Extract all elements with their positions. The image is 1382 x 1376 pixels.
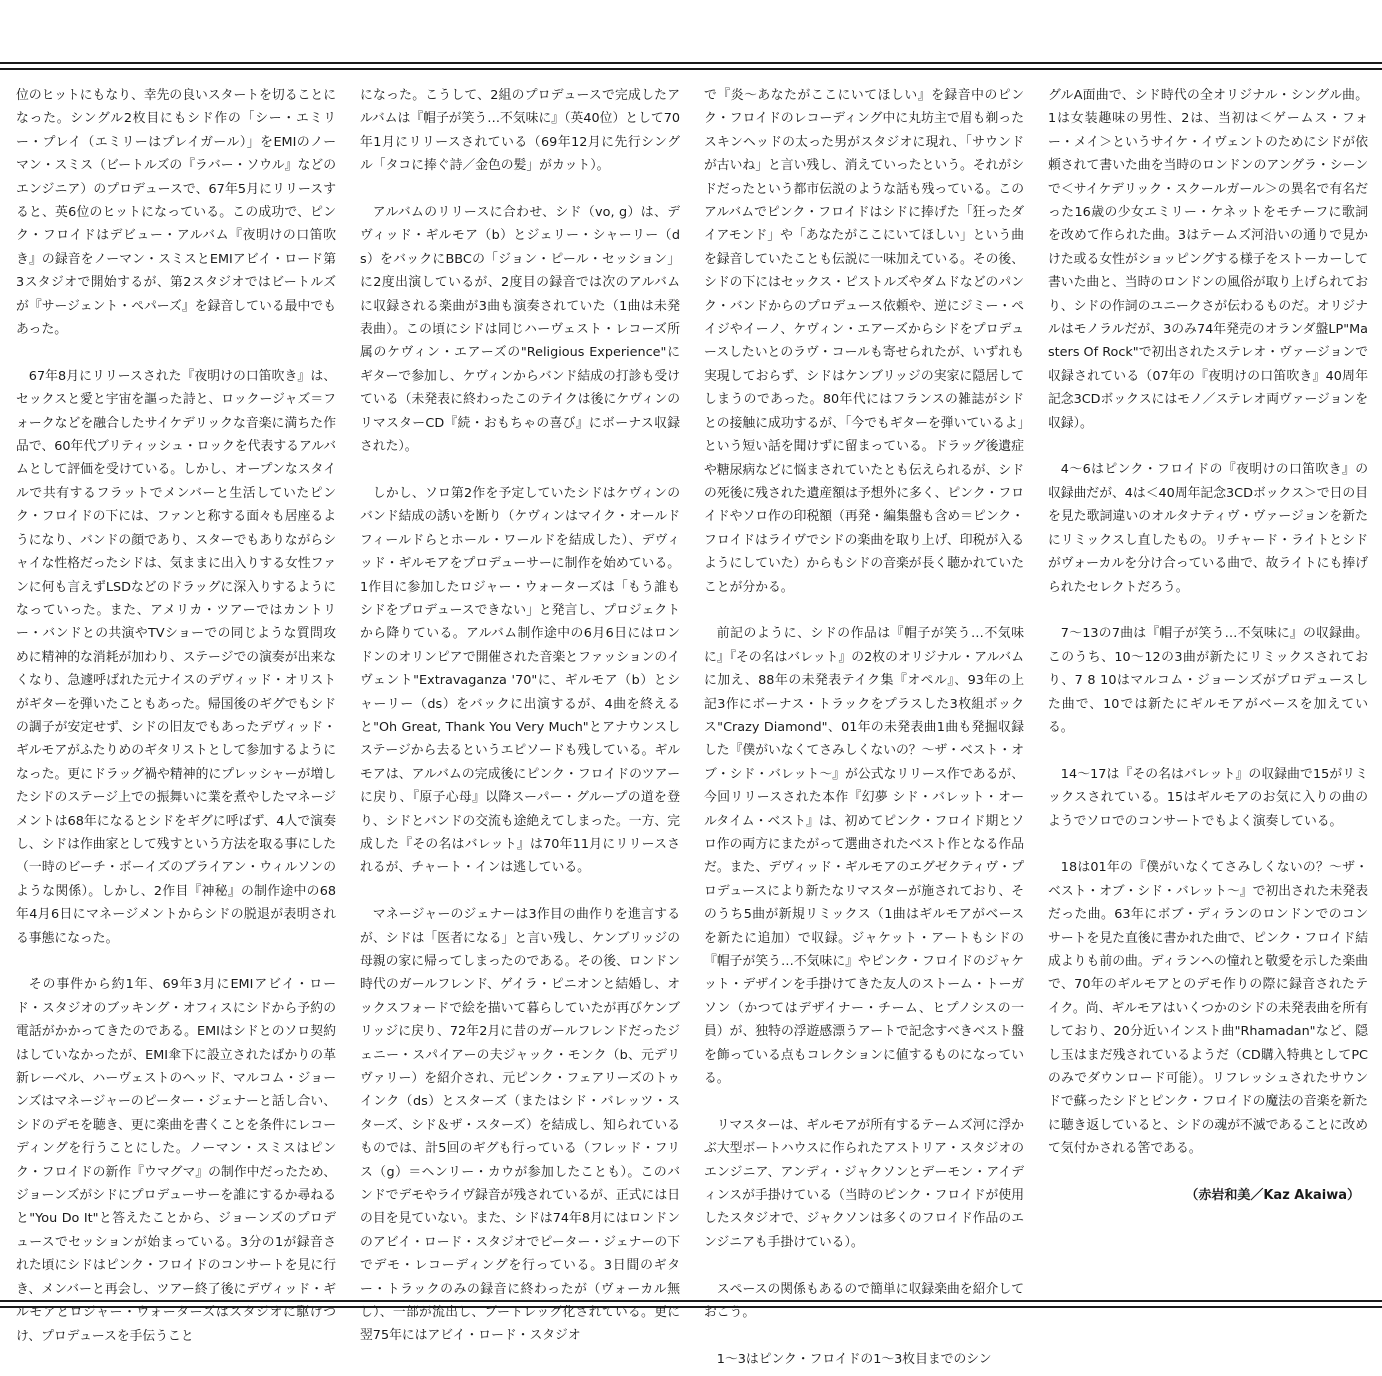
top-rule [0, 62, 1382, 64]
paragraph: 4～6はピンク・フロイドの『夜明けの口笛吹き』の収録曲だが、4は＜40周年記念3CDボックス＞で日の目を見た歌詞違いのオルタナティヴ・ヴァージョンを新たにリミックスし直したもの。リチャード・ライトとシドがヴォーカルを分け合っている曲で、故ライトにも捧げられたセレクトだろう。 [1048, 462, 1368, 595]
column-3 [704, 84, 1024, 1367]
paragraph: になった。こうして、2組のプロデュースで完成したアルバムは『帽子が笑う…不気味に』（英40位）として70年1月にリリースされている（69年12月に先行シングル「タコに捧ぐ詩／金色の髪」がカット）。 [360, 88, 680, 174]
paragraph: 7～13の7曲は『帽子が笑う…不気味に』の収録曲。このうち、10～12の3曲が新たにリミックスされており、7 8 10はマルコム・ジョーンズがプロデュースした曲で、10では新たにギルモアがベースを加えている。 [1048, 626, 1368, 735]
paragraph: で『炎～あなたがここにいてほしい』を録音中のピンク・フロイドのレコーディング中に丸坊主で眉も剃ったスキンヘッドの太った男がスタジオに現れ、「サウンドが古いね」と言い残し、消えていったという。それがシドだったという都市伝説のような話も残っている。このアルバムでピンク・フロイドはシドに捧げた「狂ったダイアモンド」や「あなたがここにいてほしい」という曲を録音していたことも伝説に一味加えている。その後、シドの下にはセックス・ピストルズやダムドなどのパンク・バンドからのプロデュース依頼や、逆にジミー・ペイジやイーノ、ケヴィン・エアーズからシドをプロデュースしたいとのラヴ・コールも寄せられたが、いずれも実現しておらず、シドはケンブリッジの実家に隠居してしまうのであった。80年代にはフランスの雑誌がシドとの接触に成功するが、「今でもギターを弾いているよ」という短い話を聞けずに留まっている。ドラッグ後遺症や糖尿病などに悩まされていたとも伝えられるが、シドの死後に残された遺産額は予想外に多く、ピンク・フロイドやソロ作の印税額（再発・編集盤も含め＝ピンク・フロイドはライヴでシドの楽曲を取り上げ、印税が入るようにしていた）からもシドの音楽が長く聴かれていたことが分かる。 [704, 88, 1024, 595]
top-rule-inner [0, 68, 1382, 70]
author-credit: （赤岩和美／Kaz Akaiwa） [1185, 1188, 1360, 1204]
paragraph: しかし、ソロ第2作を予定していたシドはケヴィンのバンド結成の誘いを断り（ケヴィンはマイク・オールドフィールドらとホール・ワールドを結成した）、デヴィッド・ギルモアをプロデューサーに制作を始めている。1作目に参加したロジャー・ウォーターズは「もう誰もシドをプロデュースできない」と発言し、プロジェクトから降りている。アルバム制作途中の6月6日にはロンドンのオリンピアで開催された音楽とファッションのイヴェント"Extravaganza '70"に、ギルモア（b）とシャーリー（ds）をバックに出演するが、4曲を終えると"Oh Great, Thank You Very Much"とアナウンスしステージから去るというエピソードも残している。ギルモアは、アルバムの完成後にピンク・フロイドのツアーに戻り、『原子心母』以降スーパー・グループの道を登り、シドとバンドの交流も途絶えてしまった。一方、完成した『その名はバレット』は70年11月にリリースされるが、チャート・インは逃している。 [360, 485, 680, 876]
column-2 [360, 84, 680, 1344]
paragraph: 67年8月にリリースされた『夜明けの口笛吹き』は、セックスと愛と宇宙を謳った詩と、ロックージャズ＝フォークなどを融合したサイケデリックな音楽に満ちた作品で、60年代ブリティッシュ・ロックを代表するアルバムとして評価を受けている。しかし、オープンなスタイルで共有するフラットでメンバーと生活していたピンク・フロイドの下には、ファンと称する面々も居座るようになり、バンドの顔であり、スターでもありながらシャイな性格だったシドは、気ままに出入りする女性ファンに何も言えずLSDなどのドラッグに深入りするようになっていった。また、アメリカ・ツアーではカントリー・バンドとの共演やTVショーでの同じような質問攻めに精神的な消耗が加わり、ステージでの演奏が出来なくなり、急遽呼ばれた元ナイスのデヴィッド・オリストがギターを弾いたこともあった。帰国後のギグでもシドの調子が安定せず、シドの旧友でもあったデヴィッド・ギルモアがふたりめのギタリストとして参加するようになった。更にドラッグ禍や精神的にプレッシャーが増したシドのステージ上での振舞いに業を煮やしたマネージメントは68年になるとシドをギグに呼ばず、4人で演奏し、シドは作曲家として残すという方法を取る事にした（一時のビーチ・ボーイズのブライアン・ウィルソンのような関係）。しかし、2作目『神秘』の制作途中の68年4月6日にマネージメントからシドの脱退が表明される事態になった。 [16, 368, 336, 946]
paragraph: リマスターは、ギルモアが所有するテームズ河に浮かぶ大型ボートハウスに作られたアストリア・スタジオのエンジニア、アンディ・ジャクソンとデーモン・アイディンスが手掛けている（当時のピンク・フロイドが使用したスタジオで、ジャクソンは多くのフロイド作品のエンジニアも手掛けている）。 [704, 1117, 1024, 1250]
column-1 [16, 84, 336, 1344]
paragraph: マネージャーのジェナーは3作目の曲作りを進言するが、シドは「医者になる」と言い残し、ケンブリッジの母親の家に帰ってしまったのである。その後、ロンドン時代のガールフレンド、ゲイラ・ピニオンと結婚し、オックスフォードで絵を描いて暮らしていたが再びケンブリッジに戻り、72年2月に昔のガールフレンドだったジェニー・スパイアーの夫ジャック・モンク（b、元デリヴァリー）を紹介され、元ピンク・フェアリーズのトゥインク（ds）とスターズ（またはシド・バレッツ・スターズ、シド＆ザ・スターズ）を結成し、知られているものでは、計5回のギグも行っている（フレッド・フリス（g）＝ヘンリー・カウが参加したことも）。このバンドでデモやライヴ録音が残されているが、正式には日の目を見ていない。また、シドは74年8月にはロンドンのアビイ・ロード・スタジオでピーター・ジェナーの下でデモ・レコーディングを行っている。3日間のギター・トラックのみの録音に終わったが（ヴォーカル無し）、一部が流出し、ブートレッグ化されている。更に翌75年にはアビイ・ロード・スタジオ [360, 907, 680, 1344]
paragraph: 18は01年の『僕がいなくてさみしくないの？～ザ・ベスト・オブ・シド・バレット～』で初出された未発表だった曲。63年にボブ・ディランのロンドンでのコンサートを見た直後に書かれた曲で、ピンク・フロイド結成よりも前の曲。ディランへの憧れと敬愛を示した楽曲で、70年のギルモアとのデモ作りの際に録音されたテイク。尚、ギルモアはいくつかのシドの未発表曲を所有しており、20分近いインスト曲"Rhamadan"など、隠し玉はまだ残されているようだ（CD購入特典としてPCのみでダウンロード可能）。リフレッシュされたサウンドで蘇ったシドとピンク・フロイドの魔法の音楽を新たに聴き返していると、シドの魂が不滅であることに改めて気付かされる筈である。 [1048, 860, 1368, 1157]
article-body [16, 84, 1368, 1367]
paragraph: 位のヒットにもなり、幸先の良いスタートを切ることになった。シングル2枚目にもシド作の「シー・エミリー・プレイ（エミリーはプレイガール）」をEMIのノーマン・スミス（ビートルズの『ラバー・ソウル』などのエンジニア）のプロデュースで、67年5月にリリースすると、英6位のヒットになっている。この成功で、ピンク・フロイドはデビュー・アルバム『夜明けの口笛吹き』の録音をノーマン・スミスとEMIアビイ・ロード第3スタジオで開始するが、第2スタジオではビートルズが『サージェント・ペパーズ』を録音している最中でもあった。 [16, 88, 336, 338]
paragraph: スペースの関係もあるので簡単に収録楽曲を紹介しておこう。 [704, 1281, 1024, 1321]
paragraph: グルA面曲で、シド時代の全オリジナル・シングル曲。1は女装趣味の男性、2は、当初は＜ゲームス・フォー・メイ＞というサイケ・イヴェントのためにシドが依頼されて書いた曲を当時のロンドンのアングラ・シーンで＜サイケデリック・スクールガール＞の異名で有名だった16歳の少女エミリー・ケネットをモチーフに歌詞を改めて作られた曲。3はテームズ河沿いの通りで見かけた或る女性がショッピングする様子をストーカーして書いた曲と、当時のロンドンの風俗が取り上げられており、シドの作詞のユニークさが伝わるものだ。オリジナルはモノラルだが、3のみ74年発売のオランダ盤LP"Masters Of Rock"で初出されたステレオ・ヴァージョンで収録されている（07年の『夜明けの口笛吹き』40周年記念3CDボックスにはモノ／ステレオ両ヴァージョンを収録）。 [1048, 88, 1368, 431]
column-4 [1048, 84, 1368, 1284]
paragraph: アルバムのリリースに合わせ、シド（vo, g）は、デヴィッド・ギルモア（b）とジェリー・シャーリー（ds）をバックにBBCの「ジョン・ピール・セッション」に2度出演しているが、2度目の録音では次のアルバムに収録される楽曲が3曲も演奏されていた（1曲は未発表曲）。この頃にシドは同じハーヴェスト・レコーズ所属のケヴィン・エアーズの"Religious Experience"にギターで参加し、ケヴィンからバンド結成の打診も受けている（未発表に終わったこのテイクは後にケヴィンのリマスターCD『続・おもちゃの喜び』にボーナス収録された）。 [360, 205, 680, 455]
paragraph: 前記のように、シドの作品は『帽子が笑う…不気味に』『その名はバレット』の2枚のオリジナル・アルバムに加え、88年の未発表テイク集『オペル』、93年の上記3作にボーナス・トラックをプラスした3枚組ボックス"Crazy Diamond"、01年の未発表曲1曲も発掘収録した『僕がいなくてさみしくないの？～ザ・ベスト・オブ・シド・バレット～』が公式なリリース作であるが、今回リリースされた本作『幻夢 シド・バレット・オールタイム・ベスト』は、初めてピンク・フロイド期とソロ作の両方にまたがって選曲されたベスト作となる作品だ。また、デヴィッド・ギルモアのエグゼクティヴ・プロデュースにより新たなリマスターが施されており、そのうち5曲が新規リミックス（1曲はギルモアがベースを新たに追加）で収録。ジャケット・アートもシドの『帽子が笑う…不気味に』やピンク・フロイドのジャケット・デザインを手掛けてきた友人のストーム・トーガソン（かつてはデザイナー・チーム、ヒプノシスの一員）が、独特の浮遊感漂うアートで記念すべきベスト盤を飾っている点もコレクションに値するものになっている。 [704, 626, 1024, 1087]
paragraph: 14～17は『その名はバレット』の収録曲で15がリミックスされている。15はギルモアのお気に入りの曲のようでソロでのコンサートでもよく演奏している。 [1048, 766, 1368, 829]
paragraph: その事件から約1年、69年3月にEMIアビイ・ロード・スタジオのブッキング・オフィスにシドから予約の電話がかかってきたのである。EMIはシドとのソロ契約はしていなかったが、EMI傘下に設立されたばかりの革新レーベル、ハーヴェストのヘッド、マルコム・ジョーンズはマネージャーのピーター・ジェナーと話し合い、シドのデモを聴き、更に楽曲を書くことを条件にレコーディングを行うことにした。ノーマン・スミスはピンク・フロイドの新作『ウマグマ』の制作中だったため、ジョーンズがシドにプロデューサーを誰にするか尋ねると"You Do It"と答えたことから、ジョーンズのプロデュースでセッションが始まっている。3分の1が録音された頃にシドはピンク・フロイドのコンサートを見に行き、メンバーと再会し、ツアー終了後にデヴィッド・ギルモアとロジャー・ウォーターズはスタジオに駆けつけ、プロデュースを手伝うこと [16, 977, 336, 1344]
paragraph: 1～3はピンク・フロイドの1～3枚目までのシン [716, 1351, 992, 1367]
